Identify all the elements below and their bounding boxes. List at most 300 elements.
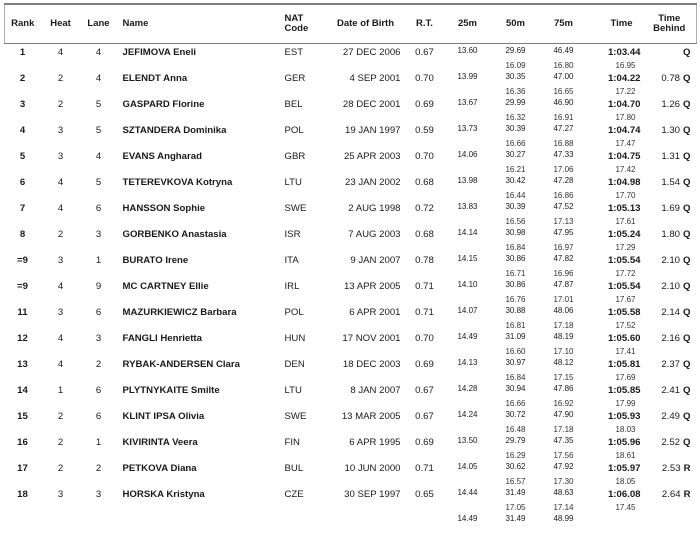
- nat-code-cell: [277, 486, 327, 512]
- rank-cell: [5, 434, 41, 460]
- rank-cell: [5, 382, 41, 408]
- result-row: [5, 408, 697, 434]
- split-50m-cell: [491, 460, 541, 486]
- table-header: [5, 4, 697, 44]
- nat-code-value: POL: [285, 308, 327, 318]
- name-cell: [117, 148, 277, 174]
- lane-cell: [81, 174, 117, 200]
- date-of-birth-value: 13 MAR 2005: [327, 412, 401, 422]
- split-50m-cell: [491, 304, 541, 330]
- split-25m-cell: [445, 122, 491, 148]
- name-cell: [117, 200, 277, 226]
- heat-cell: [41, 434, 81, 460]
- reaction-time-cell: [405, 304, 445, 330]
- lane-cell: [81, 460, 117, 486]
- split-50m-cell: [491, 200, 541, 226]
- split-50m-segment: 16.81: [491, 321, 541, 330]
- final-time-cell: [587, 174, 643, 200]
- split-75m-value: 47.95: [541, 228, 587, 238]
- nat-code-cell: [277, 174, 327, 200]
- split-75m-segment: 17.06: [541, 165, 587, 174]
- result-row: [5, 70, 697, 96]
- rank-cell: [5, 148, 41, 174]
- name-cell: [117, 304, 277, 330]
- nat-code-cell: [277, 44, 327, 71]
- nat-code-cell: [277, 460, 327, 486]
- reaction-time-cell: [405, 278, 445, 304]
- split-75m-value: 47.52: [541, 202, 587, 212]
- date-of-birth-value: 13 APR 2005: [327, 282, 401, 292]
- split-50m-cell: [491, 252, 541, 278]
- time-behind-value: 2.37: [661, 359, 680, 370]
- split-50m-cell: [491, 122, 541, 148]
- heat-cell: [41, 460, 81, 486]
- last-25m-segment: 18.05: [587, 477, 641, 486]
- split-75m-value: 47.27: [541, 124, 587, 134]
- nat-code-cell: [277, 96, 327, 122]
- heat-cell: [41, 304, 81, 330]
- swimmer-name: MC CARTNEY Ellie: [123, 282, 277, 292]
- results-page: [0, 3, 700, 503]
- reaction-time-cell: [405, 200, 445, 226]
- swimmer-name: KIVIRINTA Veera: [123, 438, 277, 448]
- date-of-birth-value: 25 APR 2003: [327, 152, 401, 162]
- heat-value: 2: [41, 100, 81, 110]
- rank-value: 4: [5, 126, 41, 136]
- name-cell: [117, 278, 277, 304]
- date-of-birth-cell: [327, 304, 405, 330]
- reaction-time-value: 0.67: [405, 412, 445, 422]
- time-behind-cell: [643, 252, 697, 278]
- date-of-birth-cell: [327, 408, 405, 434]
- date-of-birth-value: 2 AUG 1998: [327, 204, 401, 214]
- nat-code-cell: [277, 382, 327, 408]
- result-row: [5, 174, 697, 200]
- swimmer-name: PETKOVA Diana: [123, 464, 277, 474]
- split-50m-value: 30.39: [491, 124, 541, 134]
- result-row: [5, 44, 697, 71]
- split-25m-value: 14.13: [445, 358, 491, 368]
- reaction-time-value: 0.71: [405, 282, 445, 292]
- date-of-birth-cell: [327, 200, 405, 226]
- rank-value: 16: [5, 438, 41, 448]
- split-50m-cell: [491, 382, 541, 408]
- col-header-date-of-birth: Date of Birth: [327, 4, 405, 44]
- name-cell: [117, 174, 277, 200]
- split-75m-cell: [541, 148, 587, 174]
- final-time-value: 1:04.75: [587, 152, 641, 162]
- split-50m-segment: 16.71: [491, 269, 541, 278]
- heat-value: 2: [41, 230, 81, 240]
- final-time-value: 1:05.24: [587, 230, 641, 240]
- split-50m-segment: 16.44: [491, 191, 541, 200]
- final-time-value: 1:05.96: [587, 438, 641, 448]
- col-header-75m: 75m: [541, 4, 587, 44]
- reaction-time-cell: [405, 486, 445, 512]
- name-cell: [117, 356, 277, 382]
- lane-value: 6: [81, 412, 117, 422]
- time-behind-line2: Behind: [643, 24, 697, 35]
- heat-value: 4: [41, 282, 81, 292]
- split-50m-segment: 16.48: [491, 425, 541, 434]
- nat-code-cell: [277, 148, 327, 174]
- date-of-birth-cell: [327, 486, 405, 512]
- split-25m-value: 14.49: [445, 332, 491, 342]
- reaction-time-cell: [405, 122, 445, 148]
- split-25m-cell: [445, 434, 491, 460]
- name-cell: [117, 122, 277, 148]
- split-25m-value: 13.73: [445, 124, 491, 134]
- time-behind-cell: [643, 174, 697, 200]
- swimmer-name: ELENDT Anna: [123, 74, 277, 84]
- heat-cell: [41, 44, 81, 71]
- final-time-cell: [587, 252, 643, 278]
- qualification-flag: Q: [683, 203, 690, 214]
- nat-code-value: HUN: [285, 334, 327, 344]
- nat-code-value: DEN: [285, 360, 327, 370]
- rank-value: 14: [5, 386, 41, 396]
- split-50m-segment: 16.29: [491, 451, 541, 460]
- heat-value: 4: [41, 334, 81, 344]
- rank-cell: [5, 486, 41, 512]
- time-behind-value: 1.69: [661, 203, 680, 214]
- lane-value: 5: [81, 126, 117, 136]
- heat-cell: [41, 512, 81, 537]
- nat-code-cell: [277, 70, 327, 96]
- qualification-flag: Q: [683, 385, 690, 396]
- rank-cell: [5, 200, 41, 226]
- heat-value: 4: [41, 178, 81, 188]
- name-cell: [117, 330, 277, 356]
- rank-value: =9: [5, 282, 41, 292]
- final-time-value: 1:04.74: [587, 126, 641, 136]
- col-header-time: Time: [587, 4, 643, 44]
- time-behind-value: 2.53: [662, 463, 681, 474]
- rank-value: 2: [5, 74, 41, 84]
- split-75m-value: 46.90: [541, 98, 587, 108]
- split-25m-value: 14.06: [445, 150, 491, 160]
- split-75m-value: 48.99: [541, 514, 587, 524]
- heat-cell: [41, 278, 81, 304]
- nat-code-value: POL: [285, 126, 327, 136]
- final-time-value: 1:05.85: [587, 386, 641, 396]
- split-50m-cell: [491, 330, 541, 356]
- result-row: [5, 278, 697, 304]
- time-behind-cell: [643, 226, 697, 252]
- rank-cell: [5, 512, 41, 537]
- nat-code-line1: NAT: [285, 14, 327, 25]
- split-75m-segment: 17.18: [541, 321, 587, 330]
- result-row: [5, 252, 697, 278]
- heat-cell: [41, 148, 81, 174]
- lane-cell: [81, 122, 117, 148]
- split-50m-cell: [491, 226, 541, 252]
- split-25m-value: 13.67: [445, 98, 491, 108]
- date-of-birth-cell: [327, 148, 405, 174]
- rank-value: 18: [5, 490, 41, 500]
- lane-cell: [81, 486, 117, 512]
- split-25m-cell: [445, 330, 491, 356]
- split-75m-value: 47.33: [541, 150, 587, 160]
- result-row: [5, 330, 697, 356]
- final-time-cell: [587, 356, 643, 382]
- lane-cell: [81, 278, 117, 304]
- time-behind-value: 1.31: [661, 151, 680, 162]
- split-25m-cell: [445, 174, 491, 200]
- nat-code-cell: [277, 226, 327, 252]
- lane-cell: [81, 434, 117, 460]
- time-behind-cell: [643, 512, 697, 537]
- rank-cell: [5, 460, 41, 486]
- lane-cell: [81, 252, 117, 278]
- split-75m-value: 48.06: [541, 306, 587, 316]
- split-75m-cell: [541, 486, 587, 512]
- date-of-birth-cell: [327, 174, 405, 200]
- final-time-value: 1:05.81: [587, 360, 641, 370]
- nat-code-cell: [277, 304, 327, 330]
- reaction-time-cell: [405, 330, 445, 356]
- swimmer-name: HORSKA Kristyna: [123, 490, 277, 500]
- result-row: [5, 356, 697, 382]
- heat-cell: [41, 226, 81, 252]
- time-behind-cell: [643, 44, 697, 71]
- last-25m-segment: 17.80: [587, 113, 641, 122]
- split-75m-cell: [541, 356, 587, 382]
- final-time-cell: [587, 200, 643, 226]
- split-25m-cell: [445, 512, 491, 537]
- rank-cell: [5, 304, 41, 330]
- qualification-flag: Q: [683, 437, 690, 448]
- split-75m-value: 48.12: [541, 358, 587, 368]
- nat-code-cell: [277, 252, 327, 278]
- lane-value: 3: [81, 490, 117, 500]
- split-50m-cell: [491, 96, 541, 122]
- split-50m-segment: 16.60: [491, 347, 541, 356]
- rank-cell: [5, 330, 41, 356]
- split-50m-segment: 16.36: [491, 87, 541, 96]
- nat-code-cell: [277, 356, 327, 382]
- time-behind-value: 2.10: [661, 281, 680, 292]
- split-75m-segment: 16.86: [541, 191, 587, 200]
- date-of-birth-value: 19 JAN 1997: [327, 126, 401, 136]
- split-50m-segment: 17.05: [491, 503, 541, 512]
- result-row: [5, 96, 697, 122]
- split-75m-value: 47.87: [541, 280, 587, 290]
- heat-cell: [41, 382, 81, 408]
- time-behind-cell: [643, 278, 697, 304]
- date-of-birth-value: 27 DEC 2006: [327, 48, 401, 58]
- nat-code-value: BEL: [285, 100, 327, 110]
- final-time-cell: [587, 304, 643, 330]
- time-behind-cell: [643, 382, 697, 408]
- name-cell: [117, 226, 277, 252]
- split-75m-cell: [541, 226, 587, 252]
- swimmer-name: GORBENKO Anastasia: [123, 230, 277, 240]
- split-50m-value: 30.86: [491, 280, 541, 290]
- rank-value: 11: [5, 308, 41, 318]
- col-header-lane: Lane: [81, 4, 117, 44]
- split-25m-cell: [445, 486, 491, 512]
- date-of-birth-cell: [327, 382, 405, 408]
- split-75m-segment: 16.65: [541, 87, 587, 96]
- lane-value: 1: [81, 438, 117, 448]
- qualification-flag: Q: [683, 255, 690, 266]
- date-of-birth-cell: [327, 460, 405, 486]
- time-behind-cell: [643, 148, 697, 174]
- last-25m-segment: 17.67: [587, 295, 641, 304]
- lane-value: 6: [81, 204, 117, 214]
- reaction-time-value: 0.69: [405, 438, 445, 448]
- time-behind-cell: [643, 408, 697, 434]
- reaction-time-value: 0.69: [405, 100, 445, 110]
- split-50m-segment: 16.66: [491, 399, 541, 408]
- lane-value: 4: [81, 48, 117, 58]
- time-behind-cell: [643, 434, 697, 460]
- reaction-time-cell: [405, 356, 445, 382]
- heat-value: 4: [41, 204, 81, 214]
- last-25m-segment: 17.69: [587, 373, 641, 382]
- time-behind-cell: [643, 460, 697, 486]
- split-25m-cell: [445, 70, 491, 96]
- split-50m-value: 30.72: [491, 410, 541, 420]
- lane-value: 6: [81, 386, 117, 396]
- results-body: [5, 44, 697, 537]
- lane-cell: [81, 408, 117, 434]
- date-of-birth-cell: [327, 434, 405, 460]
- reaction-time-value: 0.70: [405, 152, 445, 162]
- header-row: [5, 4, 697, 44]
- last-25m-segment: 17.52: [587, 321, 641, 330]
- date-of-birth-value: 6 APR 2001: [327, 308, 401, 318]
- date-of-birth-value: 30 SEP 1997: [327, 490, 401, 500]
- time-behind-value: 2.16: [661, 333, 680, 344]
- qualification-flag: Q: [683, 307, 690, 318]
- rank-cell: [5, 174, 41, 200]
- date-of-birth-cell: [327, 252, 405, 278]
- qualification-flag: Q: [683, 333, 690, 344]
- time-behind-value: 1.30: [661, 125, 680, 136]
- heat-value: 3: [41, 308, 81, 318]
- qualification-flag: Q: [683, 411, 690, 422]
- last-25m-segment: 17.70: [587, 191, 641, 200]
- date-of-birth-cell: [327, 122, 405, 148]
- last-25m-segment: 17.45: [587, 503, 641, 512]
- heat-value: 3: [41, 152, 81, 162]
- name-cell: [117, 486, 277, 512]
- col-header-name: Name: [117, 4, 277, 44]
- rank-value: 8: [5, 230, 41, 240]
- heat-value: 2: [41, 74, 81, 84]
- reaction-time-value: 0.68: [405, 230, 445, 240]
- final-time-value: 1:04.98: [587, 178, 641, 188]
- qualification-flag: Q: [683, 151, 690, 162]
- time-behind-value: 2.41: [661, 385, 680, 396]
- split-75m-value: 48.19: [541, 332, 587, 342]
- final-time-cell: [587, 70, 643, 96]
- time-behind-cell: [643, 356, 697, 382]
- final-time-value: 1:06.08: [587, 490, 641, 500]
- nat-code-cell: [277, 330, 327, 356]
- split-75m-cell: [541, 252, 587, 278]
- final-time-cell: [587, 44, 643, 71]
- final-time-cell: [587, 122, 643, 148]
- rank-cell: [5, 70, 41, 96]
- name-cell: [117, 460, 277, 486]
- time-behind-value: 2.14: [661, 307, 680, 318]
- rank-value: 13: [5, 360, 41, 370]
- split-50m-cell: [491, 44, 541, 71]
- reaction-time-cell: [405, 44, 445, 71]
- final-time-cell: [587, 512, 643, 537]
- last-25m-segment: 17.22: [587, 87, 641, 96]
- split-75m-segment: 17.30: [541, 477, 587, 486]
- nat-code-value: LTU: [285, 178, 327, 188]
- heat-cell: [41, 200, 81, 226]
- split-75m-segment: 16.96: [541, 269, 587, 278]
- result-row: [5, 304, 697, 330]
- split-50m-value: 29.79: [491, 436, 541, 446]
- split-75m-segment: 16.80: [541, 61, 587, 70]
- final-time-cell: [587, 278, 643, 304]
- reaction-time-value: 0.78: [405, 256, 445, 266]
- date-of-birth-cell: [327, 44, 405, 71]
- split-75m-value: 47.00: [541, 72, 587, 82]
- final-time-value: 1:05.93: [587, 412, 641, 422]
- last-25m-segment: 17.47: [587, 139, 641, 148]
- time-behind-value: 2.64: [662, 489, 681, 500]
- heat-cell: [41, 408, 81, 434]
- split-50m-value: 30.98: [491, 228, 541, 238]
- final-time-cell: [587, 226, 643, 252]
- split-25m-value: 14.07: [445, 306, 491, 316]
- rank-value: =9: [5, 256, 41, 266]
- qualification-flag: Q: [683, 281, 690, 292]
- split-25m-value: 14.28: [445, 384, 491, 394]
- name-cell: [117, 382, 277, 408]
- split-50m-segment: 16.57: [491, 477, 541, 486]
- split-75m-segment: 17.01: [541, 295, 587, 304]
- nat-code-value: GER: [285, 74, 327, 84]
- split-75m-value: 47.35: [541, 436, 587, 446]
- reaction-time-cell: [405, 174, 445, 200]
- split-25m-cell: [445, 356, 491, 382]
- col-header-25m: 25m: [445, 4, 491, 44]
- name-cell: [117, 408, 277, 434]
- rank-cell: [5, 278, 41, 304]
- final-time-cell: [587, 330, 643, 356]
- final-time-cell: [587, 382, 643, 408]
- lane-cell: [81, 44, 117, 71]
- nat-code-value: FIN: [285, 438, 327, 448]
- split-50m-value: 30.97: [491, 358, 541, 368]
- nat-code-value: SWE: [285, 412, 327, 422]
- split-75m-segment: 16.91: [541, 113, 587, 122]
- split-75m-cell: [541, 200, 587, 226]
- split-25m-value: 14.10: [445, 280, 491, 290]
- split-25m-value: 13.98: [445, 176, 491, 186]
- lane-value: 2: [81, 360, 117, 370]
- time-behind-cell: [643, 330, 697, 356]
- rank-cell: [5, 408, 41, 434]
- lane-value: 4: [81, 152, 117, 162]
- split-25m-cell: [445, 226, 491, 252]
- split-50m-cell: [491, 148, 541, 174]
- time-behind-value: 1.54: [661, 177, 680, 188]
- reaction-time-cell: [405, 148, 445, 174]
- split-75m-value: 47.86: [541, 384, 587, 394]
- heat-value: 2: [41, 464, 81, 474]
- nat-code-cell: [277, 408, 327, 434]
